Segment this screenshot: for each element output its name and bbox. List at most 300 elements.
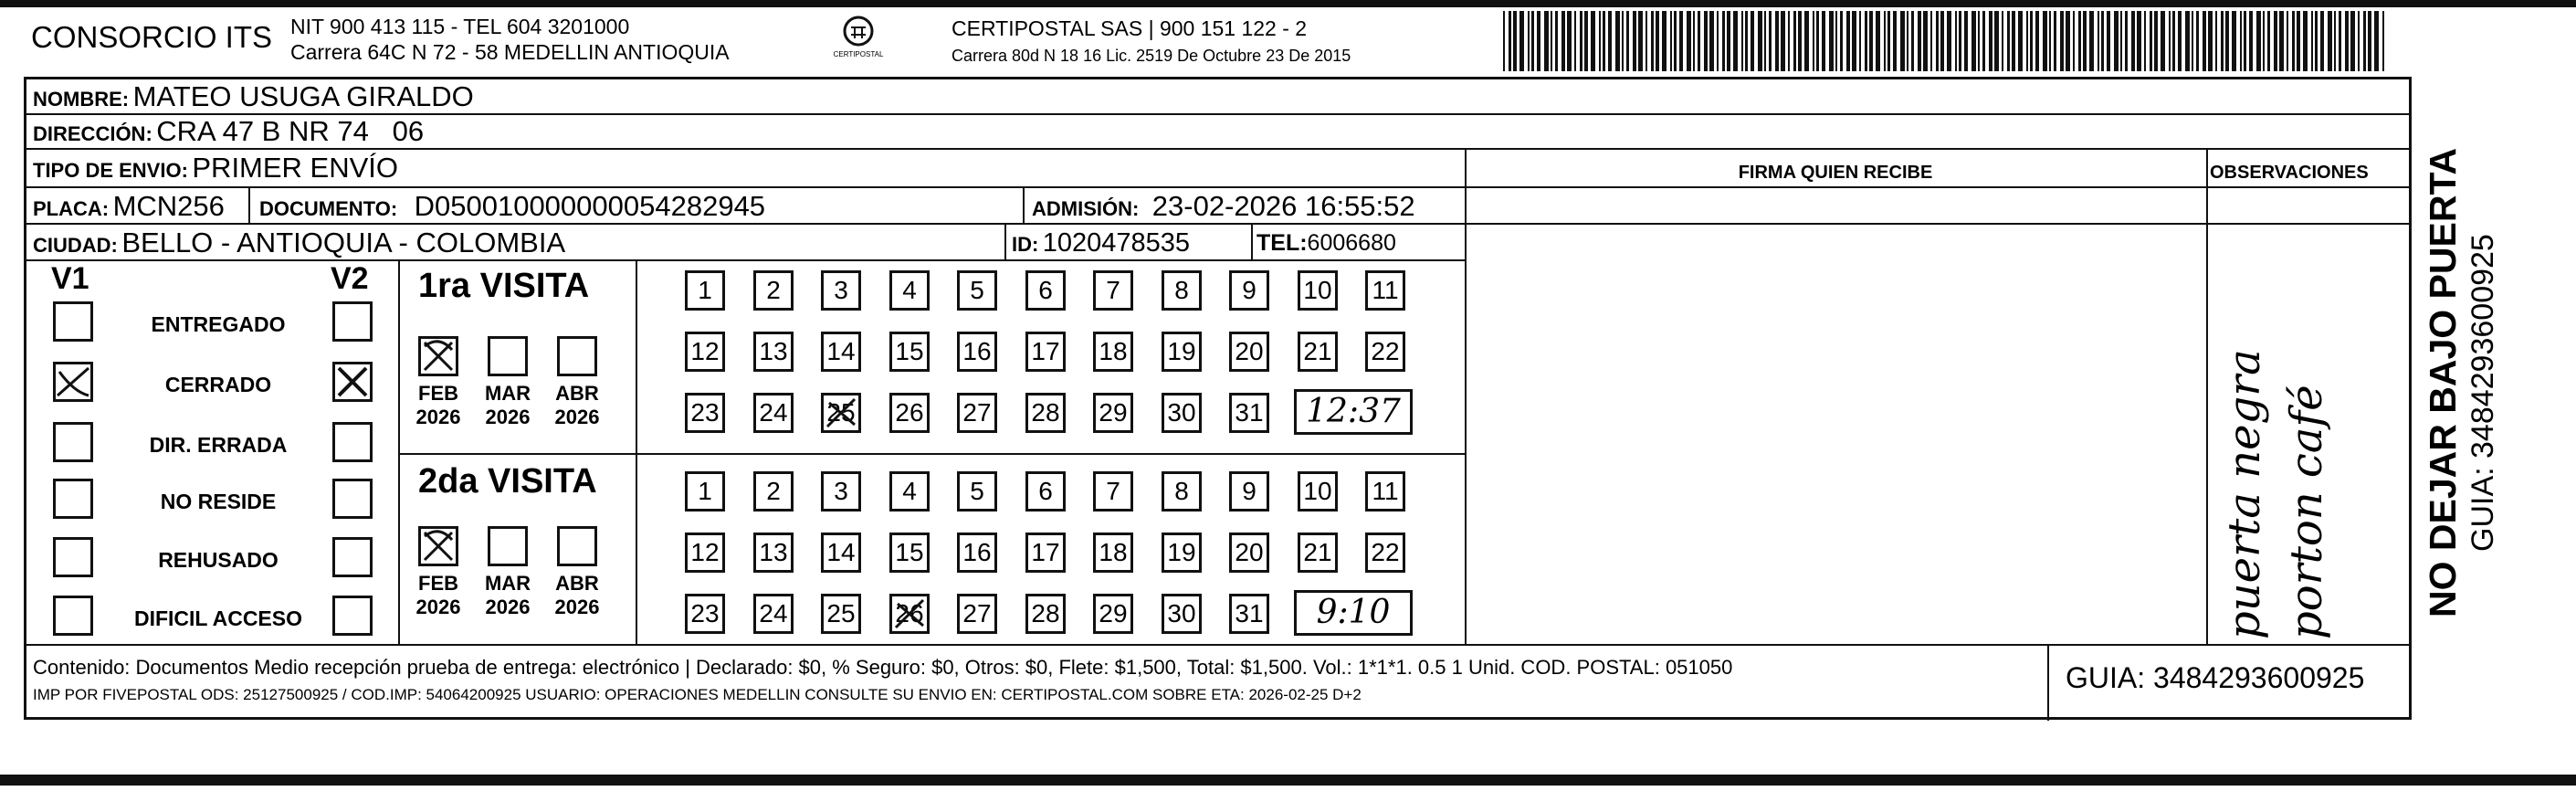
second-day-box[interactable] [1025,533,1066,573]
ciudad-value: BELLO - ANTIOQUIA - COLOMBIA [121,227,566,258]
nit-line: NIT 900 413 115 - TEL 604 3201000 [290,15,630,38]
first-day-box[interactable] [1025,332,1066,372]
barcode-bar [2098,11,2099,71]
placa-value: MCN256 [112,190,225,222]
second-day-number: 16 [962,538,992,566]
first-day-box[interactable] [1162,393,1202,433]
barcode-bar [2374,11,2379,71]
second-day-box[interactable] [753,471,794,512]
barcode-bar [2073,11,2075,71]
barcode-bar [2154,11,2158,71]
barcode-bar [2303,11,2308,71]
first-day-box[interactable] [957,270,997,311]
barcode-bar [2315,11,2318,71]
barcode-bar [1626,11,1629,71]
barcode-bar [2368,11,2371,71]
barcode-bar [2161,11,2165,71]
v2-checkbox[interactable] [332,479,373,519]
barcode-bar [1876,11,1880,71]
documento-row: DOCUMENTO: D050010000000054282945 [259,190,766,222]
barcode-bar [1835,11,1837,71]
barcode-bar [1964,11,1968,71]
second-day-number: 12 [690,538,720,566]
barcode-bar [2215,11,2217,71]
barcode-bar [1758,11,1762,71]
first-day-box[interactable] [957,332,997,372]
placa-row: PLACA: MCN256 [33,190,225,222]
second-month-checkbox[interactable] [557,526,597,566]
barcode-bar [2249,11,2253,71]
first-day-box[interactable] [889,270,930,311]
second-day-box[interactable] [1298,533,1338,573]
second-time-box[interactable] [1294,590,1413,636]
second-day-number: 23 [690,599,720,628]
first-day-number: 7 [1106,276,1120,304]
second-day-box[interactable] [685,533,725,573]
first-day-number: 20 [1235,337,1264,365]
status-label: NO RESIDE [160,490,277,513]
first-day-box[interactable] [889,393,930,433]
barcode-bar [2049,11,2051,71]
company-name: CONSORCIO ITS [31,20,273,54]
second-day-box[interactable] [957,594,997,634]
barcode-bar [1503,11,1505,71]
barcode-bar [1574,11,1576,71]
second-day-box[interactable] [821,533,861,573]
second-day-box[interactable] [889,471,930,512]
v1-checkbox[interactable] [53,362,93,402]
second-month-label: ABR [555,572,599,595]
barcode-bar [1869,11,1873,71]
second-day-number: 20 [1235,538,1264,566]
second-month-checkbox[interactable] [488,526,528,566]
tipo-row: TIPO DE ENVIO: PRIMER ENVÍO [33,152,399,184]
second-day-box[interactable] [1162,471,1202,512]
first-visit-title: 1ra VISITA [418,267,590,305]
barcode-bar [1769,11,1772,71]
first-day-number: 31 [1235,398,1264,427]
second-day-number: 19 [1167,538,1196,566]
first-day-number: 19 [1167,337,1196,365]
barcode-bar [2107,11,2110,71]
barcode-bar [1722,11,1725,71]
first-day-box[interactable] [1365,332,1405,372]
barcode-bar [1911,11,1914,71]
status-label: ENTREGADO [151,312,286,336]
first-day-number: 4 [902,276,917,304]
barcode-bar [1829,11,1834,71]
barcode-bar [2363,11,2366,71]
v2-checkbox[interactable] [332,301,373,342]
v2-checkbox[interactable] [332,422,373,462]
second-day-box[interactable] [889,594,930,634]
footer-guia: GUIA: 3484293600925 [2066,661,2365,694]
first-day-box[interactable] [1025,393,1066,433]
first-month-checkbox[interactable] [418,336,458,376]
first-day-number: 17 [1031,337,1060,365]
second-day-box[interactable] [957,533,997,573]
second-day-box[interactable] [1025,471,1066,512]
second-month-checkbox[interactable] [418,526,458,566]
second-day-box[interactable] [821,471,861,512]
first-day-box[interactable] [753,332,794,372]
first-day-box[interactable] [1162,332,1202,372]
first-time-box[interactable] [1294,389,1413,435]
no-dejar-bajo-puerta: NO DEJAR BAJO PUERTA [2422,147,2464,617]
first-day-box[interactable] [685,270,725,311]
barcode-bar [1852,11,1856,71]
first-day-number: 16 [962,337,992,365]
nombre-value: MATEO USUGA GIRALDO [132,80,474,112]
first-day-box[interactable] [1298,332,1338,372]
second-day-box[interactable] [1298,471,1338,512]
barcode-bar [2267,11,2270,71]
barcode-bar [1733,11,1738,71]
barcode-bar [1513,11,1517,71]
v1-checkbox[interactable] [53,479,93,519]
first-day-box[interactable] [1365,270,1405,311]
barcode-bar [1674,11,1677,71]
first-month-label: ABR [555,382,599,405]
second-day-number: 31 [1235,599,1264,628]
status-label: DIR. ERRADA [149,433,288,457]
second-day-box[interactable] [1025,594,1066,634]
second-day-box[interactable] [1229,471,1269,512]
second-day-box[interactable] [957,471,997,512]
first-day-number: 27 [962,398,992,427]
barcode-bar [1859,11,1861,71]
barcode-bar [2225,11,2229,71]
direccion-row: DIRECCIÓN: CRA 47 B NR 74 06 [33,115,425,147]
first-day-number: 8 [1174,276,1189,304]
barcode-bar [1936,11,1939,71]
second-day-number: 18 [1099,538,1128,566]
second-day-number: 2 [766,477,781,505]
first-day-box[interactable] [1229,393,1269,433]
first-day-box[interactable] [753,270,794,311]
second-day-number: 21 [1303,538,1332,566]
obs-handwriting-1: puerta negra [2219,349,2270,639]
barcode-bar [1651,11,1654,71]
barcode-bar [1656,11,1659,71]
certipostal-logo [833,15,884,58]
first-day-number: 14 [826,337,856,365]
first-day-box[interactable] [753,393,794,433]
v1-checkbox[interactable] [53,422,93,462]
barcode-bar [1775,11,1779,71]
barcode-bar [2297,11,2300,71]
second-day-box[interactable] [1162,533,1202,573]
first-day-number: 10 [1303,276,1332,304]
second-day-box[interactable] [685,594,725,634]
barcode-bar [1893,11,1897,71]
first-month-label: FEB [418,382,458,405]
barcode-bar [2311,11,2313,71]
second-year-label: 2026 [554,596,600,618]
barcode-bar [1679,11,1683,71]
v1-checkbox[interactable] [53,596,93,636]
second-day-box[interactable] [1229,594,1269,634]
barcode-bar [1670,11,1672,71]
barcode-bar [1907,11,1908,71]
first-day-number: 21 [1303,337,1332,365]
barcode-bar [1555,11,1558,71]
second-visit-title: 2da VISITA [418,462,597,501]
barcode-bar [2240,11,2242,71]
second-year-label: 2026 [485,596,531,618]
first-day-box[interactable] [685,332,725,372]
barcode-bar [1923,11,1928,71]
barcode-bar [1846,11,1850,71]
barcode-bar [1698,11,1700,71]
barcode-bar [1764,11,1766,71]
second-day-box[interactable] [1093,533,1133,573]
first-day-number: 9 [1242,276,1256,304]
second-year-label: 2026 [415,596,461,618]
first-day-box[interactable] [1025,270,1066,311]
barcode-bar [2054,11,2056,71]
barcode-bar [2334,11,2336,71]
first-day-number: 13 [759,337,788,365]
barcode-bar [1567,11,1572,71]
barcode-bar [2150,11,2152,71]
barcode-bar [1717,11,1719,71]
barcode-bar [1804,11,1809,71]
logo-text: CERTIPOSTAL [833,50,884,58]
imp-text: IMP POR FIVEPOSTAL ODS: 25127500925 / COD.IMP: 54064200925 USUARIO: OPERACIONES MEDELLIN CONSULTE SU ENVIO EN: CERTIPOSTAL.COM SOBRE ETA: 2026-02-25 D+2 [33,686,1362,703]
barcode-bar [2196,11,2199,71]
observaciones-label: OBSERVACIONES [2210,163,2369,183]
second-day-box[interactable] [1093,594,1133,634]
barcode-bar [1816,11,1819,71]
second-day-number: 10 [1303,477,1332,505]
barcode-bar [1662,11,1667,71]
second-day-box[interactable] [821,594,861,634]
barcode-bar [1584,11,1588,71]
v2-checkbox[interactable] [332,362,373,402]
first-day-box[interactable] [1093,332,1133,372]
barcode-bar [1709,11,1714,71]
v1-checkbox[interactable] [53,301,93,342]
barcode-bar [2221,11,2224,71]
barcode-bar [2172,11,2175,71]
barcode-bar [1994,11,1999,71]
second-day-box[interactable] [1365,471,1405,512]
first-year-label: 2026 [554,406,600,428]
barcode-bar [1704,11,1708,71]
v2-checkbox[interactable] [332,537,373,577]
barcode-bar [2203,11,2206,71]
second-time-value: 9:10 [1316,594,1391,631]
barcode-bar [2125,11,2128,71]
tel-row: TEL:6006680 [1256,230,1396,256]
second-day-number: 3 [834,477,848,505]
first-time-value: 12:37 [1306,393,1401,430]
first-day-number: 22 [1371,337,1400,365]
barcode-bar [2328,11,2332,71]
barcode-bar [1580,11,1582,71]
v2-checkbox[interactable] [332,596,373,636]
barcode-bar [2089,11,2094,71]
barcode-bar [2144,11,2146,71]
top-border [0,0,2576,7]
barcode-bar [2192,11,2193,71]
second-day-cross [892,596,927,640]
v1-header: V1 [51,261,89,296]
barcode-bar [2066,11,2070,71]
first-day-box[interactable] [1093,393,1133,433]
courier-line: CERTIPOSTAL SAS | 900 151 122 - 2 [952,16,1308,40]
barcode-bar [2185,11,2190,71]
first-day-box[interactable] [821,270,861,311]
barcode-bar [2292,11,2295,71]
barcode-bar [1727,11,1730,71]
barcode-bar [2007,11,2010,71]
barcode-bar [1509,11,1511,71]
barcode-bar [1544,11,1549,71]
first-day-number: 11 [1372,276,1399,304]
first-month-label: MAR [484,382,531,405]
barcode-bar [2060,11,2064,71]
second-day-number: 24 [759,599,788,628]
barcode-bar [2169,11,2171,71]
barcode-bar [2382,11,2384,71]
first-day-box[interactable] [821,393,861,433]
barcode-bar [2137,11,2141,71]
second-day-number: 25 [826,599,856,628]
barcode-bar [2287,11,2288,71]
barcode-bar [1947,11,1951,71]
first-year-label: 2026 [485,406,531,428]
barcode-bar [1781,11,1785,71]
barcode-bar [1693,11,1695,71]
first-day-box[interactable] [957,393,997,433]
barcode-bar [1633,11,1636,71]
second-day-box[interactable] [753,533,794,573]
contenido-text: Contenido: Documentos Medio recepción prueba de entrega: electrónico | Declarado: $0, % Seguro: $0, Otros: $0, Flete: $1,500, Total: $1,500. Vol.: 1*1*1. 0.5 1 Unid. COD. POSTAL: 051050 [33,656,1733,679]
second-day-number: 27 [962,599,992,628]
barcode-bar [1971,11,1976,71]
first-day-box[interactable] [1229,270,1269,311]
second-month-label: MAR [484,572,531,595]
second-day-box[interactable] [1229,533,1269,573]
first-day-number: 15 [895,337,924,365]
second-day-number: 8 [1174,477,1189,505]
second-day-box[interactable] [753,594,794,634]
id-row: ID: 1020478535 [1012,228,1191,258]
barcode-bar [1638,11,1643,71]
documento-value: D050010000000054282945 [414,190,766,222]
barcode-bar [1793,11,1796,71]
barcode-bar [1519,11,1524,71]
second-day-box[interactable] [1365,533,1405,573]
second-day-number: 29 [1099,599,1128,628]
barcode-bar [2114,11,2119,71]
v1-checkbox[interactable] [53,537,93,577]
barcode-bar [1813,11,1814,71]
barcode-bar [2030,11,2033,71]
barcode-bar [2083,11,2087,71]
barcode-bar [2320,11,2324,71]
first-day-number: 6 [1038,276,1053,304]
second-day-number: 28 [1031,599,1060,628]
barcode-bar [1751,11,1754,71]
barcode-bar [2035,11,2039,71]
first-day-box[interactable] [1229,332,1269,372]
barcode-bar [1591,11,1595,71]
first-day-box[interactable] [1298,270,1338,311]
first-day-number: 30 [1167,398,1196,427]
first-day-number: 1 [698,276,712,304]
first-day-number: 23 [690,398,720,427]
first-month-checkbox[interactable] [557,336,597,376]
barcode-bar [1982,11,1985,71]
barcode-bar [2043,11,2047,71]
barcode-bar [2026,11,2028,71]
second-day-number: 6 [1038,477,1053,505]
first-day-number: 18 [1099,337,1128,365]
second-day-box[interactable] [685,471,725,512]
barcode-bar [1955,11,1957,71]
first-day-box[interactable] [889,332,930,372]
courier-address: Carrera 80d N 18 16 Lic. 2519 De Octubre 23 De 2015 [952,47,1351,65]
barcode-bar [1822,11,1825,71]
barcode-bar [1989,11,1992,71]
first-day-number: 28 [1031,398,1060,427]
first-month-checkbox[interactable] [488,336,528,376]
barcode-bar [1930,11,1932,71]
barcode-bar [2263,11,2265,71]
second-day-number: 13 [759,538,788,566]
barcode-bar [2256,11,2261,71]
second-day-number: 1 [698,477,712,505]
first-year-label: 2026 [415,406,461,428]
second-day-number: 11 [1372,477,1399,505]
barcode-bar [1884,11,1886,71]
barcode-bar [2350,11,2355,71]
first-day-number: 5 [970,276,984,304]
barcode-bar [2208,11,2213,71]
admision-value: 23-02-2026 16:55:52 [1151,190,1415,222]
address-line: Carrera 64C N 72 - 58 MEDELLIN ANTIOQUIA [290,40,730,64]
second-day-number: 22 [1371,538,1400,566]
barcode-bar [1615,11,1620,71]
second-month-label: FEB [418,572,458,595]
first-day-number: 2 [766,276,781,304]
second-day-box[interactable] [889,533,930,573]
second-day-box[interactable] [1093,471,1133,512]
first-day-number: 25 [826,398,856,427]
barcode-bar [1561,11,1565,71]
first-day-box[interactable] [1162,270,1202,311]
first-day-box[interactable] [1093,270,1133,311]
barcode-bar [1788,11,1790,71]
barcode-bar [1622,11,1624,71]
id-value: 1020478535 [1042,228,1191,258]
barcode-bar [2002,11,2003,71]
second-day-number: 4 [902,477,917,505]
second-day-box[interactable] [1162,594,1202,634]
barcode-bar [2012,11,2015,71]
first-day-box[interactable] [821,332,861,372]
barcode-bar [1745,11,1748,71]
barcode-bar [1537,11,1540,71]
bottom-border [0,775,2576,786]
first-day-box[interactable] [685,393,725,433]
barcode-bar [1645,11,1647,71]
barcode-bar [1798,11,1802,71]
barcode-bar [2345,11,2349,71]
